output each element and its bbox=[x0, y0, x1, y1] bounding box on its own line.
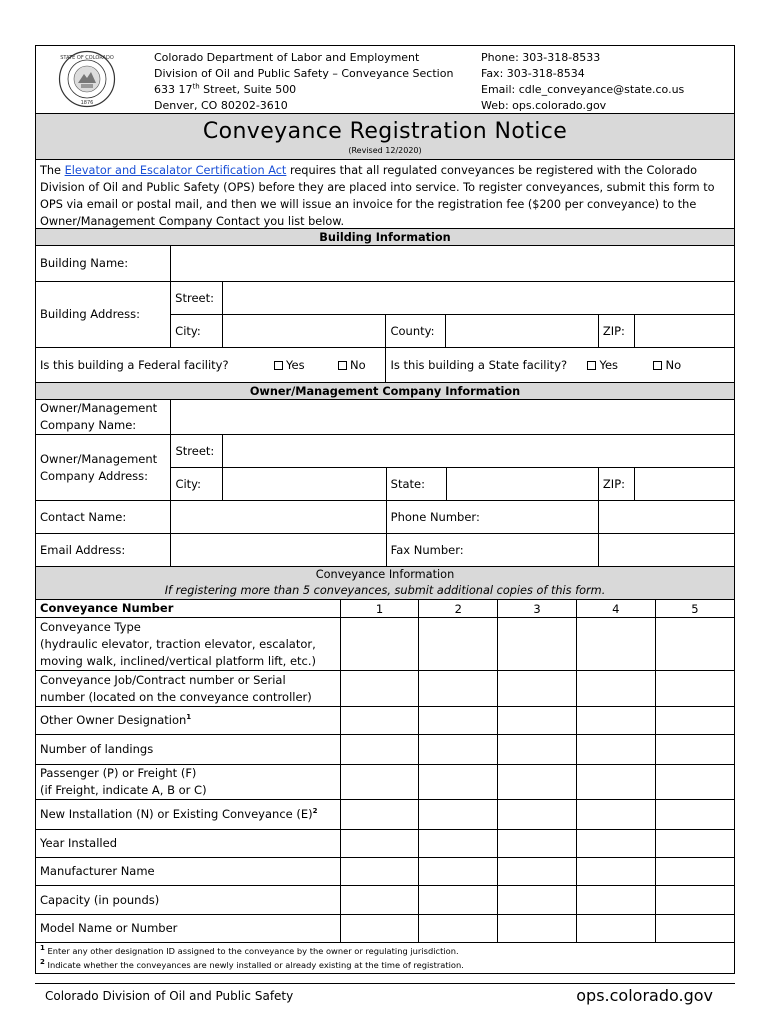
page-footer bbox=[35, 983, 735, 1009]
phone-number-field[interactable] bbox=[598, 501, 734, 534]
contact-name-field[interactable] bbox=[171, 501, 386, 534]
owner-address-label: Owner/Management Company Address: bbox=[36, 435, 171, 501]
conveyance-entry-field[interactable] bbox=[576, 858, 655, 886]
conveyance-entry-field[interactable] bbox=[498, 858, 577, 886]
building-city-field[interactable] bbox=[223, 314, 386, 347]
column-header: 3 bbox=[498, 600, 577, 618]
conveyance-entry-field[interactable] bbox=[655, 707, 734, 735]
conveyance-row-label: New Installation (N) or Existing Conveyance $(E)^2$ bbox=[36, 800, 340, 830]
conveyance-entry-field[interactable] bbox=[419, 886, 498, 915]
conveyance-row-label: Model Name or Number bbox=[36, 915, 340, 943]
column-header: 5 bbox=[655, 600, 734, 618]
owner-zip-label: ZIP: bbox=[598, 468, 634, 501]
building-address-label: Building Address: bbox=[36, 281, 171, 347]
federal-no-checkbox[interactable]: No bbox=[338, 358, 366, 372]
footnote-1: $^1$ Enter any other designation ID assigned to the conveyance by the owner or regulating jurisdiction. bbox=[40, 944, 459, 956]
conveyance-entry-field[interactable] bbox=[419, 858, 498, 886]
conveyance-row-label: Capacity (in pounds) bbox=[36, 886, 340, 915]
conveyance-entry-field[interactable] bbox=[498, 800, 577, 830]
building-city-label: City: bbox=[171, 314, 223, 347]
column-header: 2 bbox=[419, 600, 498, 618]
conveyance-entry-field[interactable] bbox=[576, 735, 655, 765]
owner-city-label: City: bbox=[171, 468, 223, 501]
intro-paragraph: The Elevator and Escalator Certification Act requires that all regulated conveyances be registered with the Colorado Division of Oil and Public Safety (OPS) before they are placed into service. To register conveyances, submit this form to OPS via email or postal mail, and then we will issue an invoice for the registration fee ($200 per conveyance) to the Owner/Management Company Contact you list below. bbox=[36, 160, 734, 229]
colorado-state-seal-icon bbox=[58, 50, 116, 108]
conveyance-row bbox=[36, 707, 734, 735]
conveyance-row bbox=[36, 735, 734, 765]
conveyance-entry-field[interactable] bbox=[576, 886, 655, 915]
conveyance-entry-field[interactable] bbox=[419, 800, 498, 830]
city-line: Denver, CO 80202-3610 bbox=[154, 99, 288, 112]
conveyance-row-label: Passenger (P) or Freight (F) (if Freight, indicate A, B or C) bbox=[36, 765, 340, 800]
building-zip-field[interactable] bbox=[634, 314, 734, 347]
federal-facility-question: Is this building a Federal facility? Yes No bbox=[36, 347, 386, 382]
fax-number-field[interactable] bbox=[598, 534, 734, 567]
contact-name-label: Contact Name: bbox=[36, 501, 171, 534]
building-name-label: Building Name: bbox=[36, 246, 171, 281]
conveyance-entry-field[interactable] bbox=[340, 765, 419, 800]
conveyance-entry-field[interactable] bbox=[340, 618, 419, 671]
conveyance-row bbox=[36, 915, 734, 943]
conveyance-entry-field[interactable] bbox=[340, 858, 419, 886]
org-line-1: Colorado Department of Labor and Employment bbox=[154, 51, 420, 64]
phone-text: Phone: 303-318-8533 bbox=[481, 51, 601, 64]
conveyance-table bbox=[36, 600, 734, 943]
conveyance-entry-field[interactable] bbox=[576, 618, 655, 671]
footnote-2: $^2$ Indicate whether the conveyances are newly installed or already existing at the time of registration. bbox=[40, 958, 464, 970]
conveyance-section-subtitle: If registering more than 5 conveyances, submit additional copies of this form. bbox=[164, 584, 606, 597]
footer-division: Colorado Division of Oil and Public Safety bbox=[45, 989, 294, 1003]
conveyance-row bbox=[36, 830, 734, 858]
conveyance-entry-field[interactable] bbox=[655, 858, 734, 886]
owner-section-header: Owner/Management Company Information bbox=[36, 383, 734, 400]
conveyance-entry-field[interactable] bbox=[576, 915, 655, 943]
conveyance-entry-field[interactable] bbox=[419, 671, 498, 707]
conveyance-entry-field[interactable] bbox=[419, 830, 498, 858]
conveyance-row-label: Other Owner Designation$^1$ bbox=[36, 707, 340, 735]
conveyance-entry-field[interactable] bbox=[498, 618, 577, 671]
conveyance-entry-field[interactable] bbox=[419, 707, 498, 735]
conveyance-entry-field[interactable] bbox=[576, 765, 655, 800]
street-line: 633 17th Street, Suite 500 bbox=[154, 82, 297, 96]
registration-form bbox=[35, 45, 735, 974]
state-no-checkbox[interactable]: No bbox=[653, 358, 681, 372]
conveyance-entry-field[interactable] bbox=[419, 765, 498, 800]
conveyance-entry-field[interactable] bbox=[419, 735, 498, 765]
email-text: Email: cdle_conveyance@state.co.us bbox=[481, 83, 685, 96]
conveyance-row bbox=[36, 765, 734, 800]
conveyance-row bbox=[36, 618, 734, 671]
column-header: 4 bbox=[576, 600, 655, 618]
building-name-field[interactable] bbox=[171, 246, 734, 281]
conveyance-entry-field[interactable] bbox=[655, 915, 734, 943]
fax-number-label: Fax Number: bbox=[386, 534, 598, 567]
building-zip-label: ZIP: bbox=[598, 314, 634, 347]
owner-name-label: Owner/Management Company Name: bbox=[36, 400, 171, 435]
conveyance-entry-field[interactable] bbox=[340, 830, 419, 858]
owner-street-field[interactable] bbox=[223, 435, 734, 468]
conveyance-entry-field[interactable] bbox=[655, 800, 734, 830]
conveyance-entry-field[interactable] bbox=[340, 886, 419, 915]
web-text: Web: ops.colorado.gov bbox=[481, 99, 607, 112]
building-street-field[interactable] bbox=[223, 281, 734, 314]
fax-text: Fax: 303-318-8534 bbox=[481, 67, 585, 80]
federal-yes-checkbox[interactable]: Yes bbox=[274, 358, 305, 372]
conveyance-entry-field[interactable] bbox=[655, 886, 734, 915]
email-address-field[interactable] bbox=[171, 534, 386, 567]
building-street-label: Street: bbox=[171, 281, 223, 314]
phone-number-label: Phone Number: bbox=[386, 501, 598, 534]
conveyance-row-label: Manufacturer Name bbox=[36, 858, 340, 886]
conveyance-section-title: Conveyance Information bbox=[315, 568, 455, 581]
conveyance-row bbox=[36, 858, 734, 886]
department-address bbox=[154, 50, 453, 114]
conveyance-entry-field[interactable] bbox=[340, 707, 419, 735]
state-facility-question: Is this building a State facility? Yes No bbox=[386, 347, 734, 382]
conveyance-number-label: Conveyance Number bbox=[36, 600, 340, 618]
owner-state-label: State: bbox=[386, 468, 446, 501]
seal-year: 1876 bbox=[80, 100, 94, 106]
title-bar bbox=[36, 114, 734, 160]
conveyance-entry-field[interactable] bbox=[340, 915, 419, 943]
seal-text: STATE OF COLORADO bbox=[60, 55, 114, 61]
conveyance-entry-field[interactable] bbox=[340, 800, 419, 830]
conveyance-entry-field[interactable] bbox=[576, 707, 655, 735]
building-county-field[interactable] bbox=[446, 314, 598, 347]
department-contact bbox=[481, 50, 684, 114]
conveyance-entry-field[interactable] bbox=[655, 671, 734, 707]
owner-zip-field[interactable] bbox=[634, 468, 734, 501]
conveyance-row bbox=[36, 800, 734, 830]
building-county-label: County: bbox=[386, 314, 446, 347]
conveyance-entry-field[interactable] bbox=[655, 618, 734, 671]
conveyance-entry-field[interactable] bbox=[498, 707, 577, 735]
owner-street-label: Street: bbox=[171, 435, 223, 468]
conveyance-entry-field[interactable] bbox=[419, 618, 498, 671]
conveyance-entry-field[interactable] bbox=[498, 735, 577, 765]
revised-date: (Revised 12/2020) bbox=[348, 146, 422, 155]
footer-website: ops.colorado.gov bbox=[576, 986, 713, 1005]
letterhead bbox=[36, 46, 734, 114]
owner-table bbox=[36, 400, 734, 568]
conveyance-row bbox=[36, 886, 734, 915]
building-section-header: Building Information bbox=[36, 229, 734, 246]
conveyance-entry-field[interactable] bbox=[576, 671, 655, 707]
owner-city-field[interactable] bbox=[223, 468, 386, 501]
conveyance-entry-field[interactable] bbox=[498, 830, 577, 858]
conveyance-entry-field[interactable] bbox=[340, 671, 419, 707]
conveyance-row-label: Conveyance Job/Contract number or Serial number (located on the conveyance controller) bbox=[36, 671, 340, 707]
page-title: Conveyance Registration Notice bbox=[202, 119, 568, 144]
conveyance-section-header bbox=[36, 567, 734, 600]
owner-name-field[interactable] bbox=[171, 400, 734, 435]
conveyance-entry-field[interactable] bbox=[655, 765, 734, 800]
column-header: 1 bbox=[340, 600, 419, 618]
building-table bbox=[36, 246, 734, 383]
state-yes-checkbox[interactable]: Yes bbox=[587, 358, 618, 372]
conveyance-row-label: Conveyance Type (hydraulic elevator, traction elevator, escalator, moving walk, inclined/vertical platform lift, etc.) bbox=[36, 618, 340, 671]
conveyance-entry-field[interactable] bbox=[498, 915, 577, 943]
conveyance-entry-field[interactable] bbox=[498, 886, 577, 915]
email-address-label: Email Address: bbox=[36, 534, 171, 567]
conveyance-entry-field[interactable] bbox=[419, 915, 498, 943]
conveyance-row bbox=[36, 671, 734, 707]
conveyance-row-label: Number of landings bbox=[36, 735, 340, 765]
conveyance-entry-field[interactable] bbox=[655, 735, 734, 765]
conveyance-entry-field[interactable] bbox=[340, 735, 419, 765]
conveyance-entry-field[interactable] bbox=[655, 830, 734, 858]
org-line-2: Division of Oil and Public Safety – Conveyance Section bbox=[154, 67, 454, 80]
owner-state-field[interactable] bbox=[446, 468, 598, 501]
conveyance-entry-field[interactable] bbox=[498, 671, 577, 707]
certification-act-link[interactable]: Elevator and Escalator Certification Act bbox=[64, 164, 287, 177]
footnotes bbox=[36, 943, 734, 973]
conveyance-row-label: Year Installed bbox=[36, 830, 340, 858]
conveyance-entry-field[interactable] bbox=[576, 830, 655, 858]
conveyance-entry-field[interactable] bbox=[498, 765, 577, 800]
conveyance-entry-field[interactable] bbox=[576, 800, 655, 830]
